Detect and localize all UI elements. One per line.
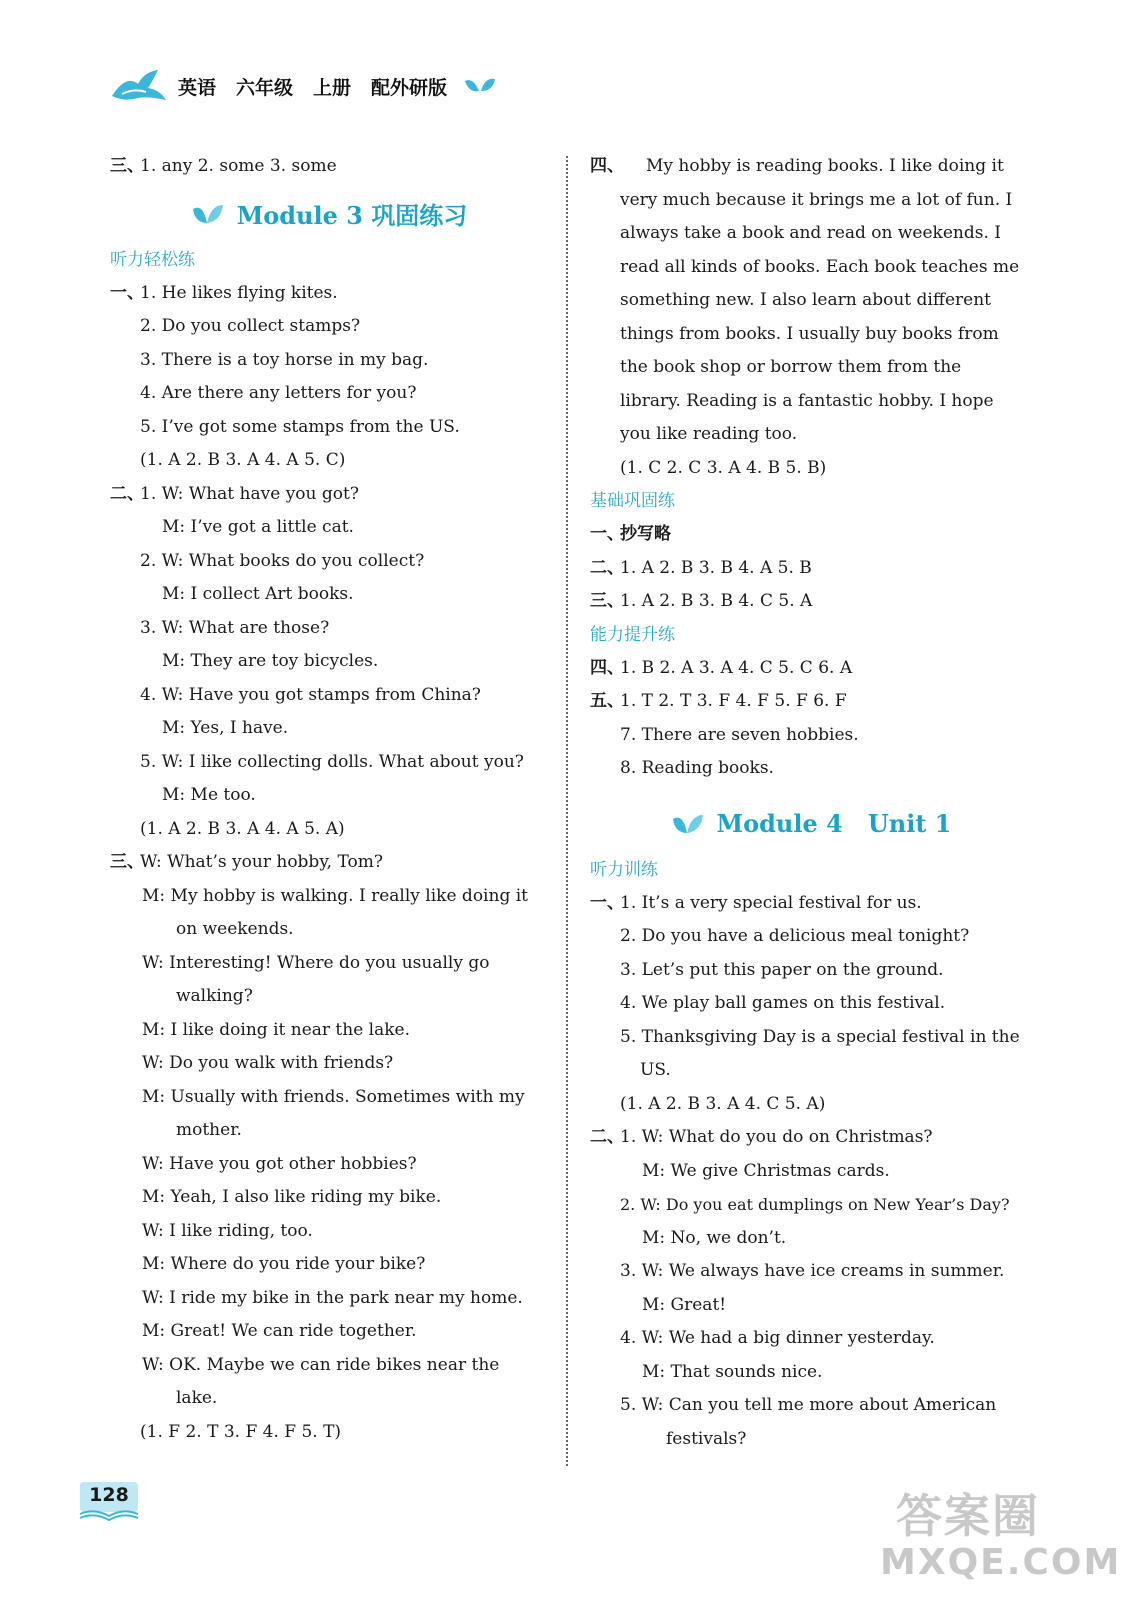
dialogue-line (590, 1188, 1030, 1222)
passage-line (590, 318, 1030, 352)
dialogue-line (110, 1114, 546, 1148)
module4-title-text: Module 4 Unit 1 (716, 809, 952, 838)
dialogue-line (110, 880, 546, 914)
answer-line (110, 813, 546, 847)
listening-item: 5. Thanksgiving Day is a special festival in the (620, 1026, 1020, 1047)
section-mark: 二、 (590, 1127, 624, 1147)
dialogue-line (590, 1222, 1030, 1256)
passage-text: always take a book and read on weekends. I (620, 223, 1001, 243)
passage-text: things from books. I usually buy books from (620, 323, 999, 344)
dialogue-line (110, 980, 546, 1014)
dialogue-text: W: Do you walk with friends? (142, 1053, 394, 1073)
dialogue-line (110, 1014, 546, 1048)
dialogue-line (590, 1322, 1030, 1356)
answer-line (590, 652, 1030, 686)
header-grade: 六年级 (236, 76, 294, 99)
watermark-main: 答案圈 (896, 1489, 1040, 1543)
listening-item: 3. There is a toy horse in my bag. (140, 349, 429, 370)
list-item (110, 344, 546, 378)
answer-line (590, 685, 1030, 719)
dialogue-text: W: I like riding, too. (142, 1220, 313, 1241)
section-mark: 四、 (590, 657, 624, 678)
listening-item: 2. Do you collect stamps? (140, 316, 361, 336)
answer-line (590, 752, 1030, 786)
section-heading: 基础巩固练 (590, 491, 675, 511)
dialogue-line (590, 1389, 1030, 1423)
dialogue-text: 5. W: Can you tell me more about American (620, 1395, 997, 1415)
dialogue-text: M: No, we don’t. (642, 1227, 787, 1248)
passage-text: the book shop or borrow them from the (620, 357, 962, 377)
passage-line (590, 385, 1030, 419)
dialogue-text: M: They are toy bicycles. (162, 651, 379, 671)
dialogue-line (110, 1148, 546, 1182)
passage-text: My hobby is reading books. I like doing it (646, 156, 1004, 176)
dialogue-line (110, 1349, 546, 1383)
header-subject: 英语 (178, 76, 217, 99)
dialogue-line (110, 578, 546, 612)
dialogue-line (590, 1155, 1030, 1189)
passage-text: something new. I also learn about different (620, 290, 991, 310)
header-volume: 上册 (313, 76, 352, 99)
passage-line (590, 351, 1030, 385)
dialogue-text: W: OK. Maybe we can ride bikes near the (142, 1354, 500, 1375)
listening-item: 1. It’s a very special festival for us. (620, 892, 922, 913)
dialogue-text: M: I collect Art books. (162, 584, 354, 604)
dialogue-line (110, 612, 546, 646)
section-mark: 四、 (590, 156, 624, 176)
answer-key: 8. Reading books. (620, 758, 774, 778)
section-mark: 五、 (590, 691, 624, 711)
watermark (850, 1480, 1121, 1590)
dialogue-text: 2. W: What books do you collect? (140, 550, 425, 571)
page-number-badge (78, 1480, 140, 1522)
answer-key: 1. B 2. A 3. A 4. C 5. C 6. A (620, 657, 853, 678)
answer-key: 抄写略 (620, 524, 671, 544)
dialogue-line (110, 1047, 546, 1081)
dialogue-text: walking? (176, 986, 253, 1006)
listening-item: 4. We play ball games on this festival. (620, 993, 946, 1013)
dialogue-text: M: Great! (642, 1294, 727, 1315)
dialogue-text: M: Where do you ride your bike? (142, 1254, 426, 1274)
dialogue-text: M: I like doing it near the lake. (142, 1019, 411, 1040)
list-item (590, 987, 1030, 1021)
answer-line (110, 444, 546, 478)
dialogue-line (110, 1181, 546, 1215)
dialogue-text: 4. W: We had a big dinner yesterday. (620, 1328, 935, 1348)
page-number: 128 (89, 1484, 129, 1506)
dialogue-line (110, 1248, 546, 1282)
watermark-sub: MXQE.COM (880, 1542, 1121, 1583)
dialogue-line (590, 1289, 1030, 1323)
list-item (110, 277, 546, 311)
section-mark: 一、 (110, 282, 144, 303)
dialogue-text: 3. W: We always have ice creams in summer. (620, 1261, 1005, 1281)
passage-line (590, 418, 1030, 452)
leaves-icon (463, 75, 497, 97)
section-mark: 一、 (590, 892, 624, 913)
answer-key: (1. C 2. C 3. A 4. B 5. B) (620, 457, 827, 478)
listening-item: 4. Are there any letters for you? (140, 383, 417, 403)
listening-item: 5. I’ve got some stamps from the US. (140, 416, 460, 437)
dialogue-text: festivals? (666, 1428, 747, 1449)
dialogue-text: mother. (176, 1120, 242, 1140)
dialogue-text: 3. W: What are those? (140, 617, 330, 638)
dialogue-line (110, 779, 546, 813)
answer-key: (1. A 2. B 3. A 4. C 5. A) (620, 1093, 826, 1114)
answer-key: 1. T 2. T 3. F 4. F 5. F 6. F (620, 691, 847, 711)
header-edition: 配外研版 (371, 76, 448, 99)
section-mark: 三、 (110, 156, 144, 176)
answer-line (590, 452, 1030, 486)
dialogue-text: 4. W: Have you got stamps from China? (140, 684, 481, 705)
answer-key: (1. A 2. B 3. A 4. A 5. C) (140, 450, 346, 470)
list-item (590, 954, 1030, 988)
page-header (108, 66, 497, 106)
dialogue-text: M: That sounds nice. (642, 1361, 823, 1382)
answer-key: (1. A 2. B 3. A 4. A 5. A) (140, 818, 345, 839)
module3-title-text: Module 3 巩固练习 (236, 201, 468, 230)
section-heading: 听力训练 (590, 859, 658, 880)
answer-line (590, 719, 1030, 753)
dialogue-line (590, 1423, 1030, 1457)
left-column (110, 150, 546, 1449)
dialogue-line (590, 1255, 1030, 1289)
dialogue-line (110, 679, 546, 713)
dialogue-line (110, 712, 546, 746)
answer-line (590, 1088, 1030, 1122)
dialogue-line (110, 645, 546, 679)
dialogue-line (110, 913, 546, 947)
passage-line (590, 184, 1030, 218)
dialogue-text: 5. W: I like collecting dolls. What about you? (140, 751, 524, 772)
listening-item: 3. Let’s put this paper on the ground. (620, 959, 944, 980)
module3-title (110, 184, 546, 244)
section-mark: 三、 (110, 852, 144, 872)
dialogue-line (590, 1356, 1030, 1390)
answer-line (590, 552, 1030, 586)
dialogue-line (110, 1215, 546, 1249)
dialogue-text: M: Yes, I have. (162, 718, 289, 738)
intro-line (110, 150, 546, 184)
passage-line (590, 150, 1030, 184)
column-divider (566, 156, 568, 1466)
section-mark: 一、 (590, 524, 624, 544)
dialogue-line (110, 1382, 546, 1416)
list-item (590, 1021, 1030, 1055)
dialogue-line (110, 1081, 546, 1115)
dialogue-line (110, 1315, 546, 1349)
section-heading: 听力轻松练 (110, 249, 195, 270)
answer-key: 1. A 2. B 3. B 4. C 5. A (620, 591, 813, 611)
answer-key: 1. A 2. B 3. B 4. A 5. B (620, 557, 812, 578)
dialogue-text: W: Interesting! Where do you usually go (142, 952, 490, 973)
passage-text: you like reading too. (620, 424, 798, 444)
section-mark: 二、 (590, 557, 624, 578)
dialogue-text: on weekends. (176, 919, 294, 939)
list-item (590, 920, 1030, 954)
module4-title (590, 794, 1030, 854)
list-item (590, 1054, 1030, 1088)
list-item (110, 411, 546, 445)
dialogue-line (110, 947, 546, 981)
listening-item: US. (640, 1060, 671, 1080)
passage-line (590, 251, 1030, 285)
dialogue-text: M: We give Christmas cards. (642, 1160, 890, 1181)
dialogue-line (110, 1282, 546, 1316)
dialogue-text: 1. W: What do you do on Christmas? (620, 1127, 933, 1147)
dialogue-text: M: Yeah, I also like riding my bike. (142, 1187, 442, 1207)
answer-line (590, 518, 1030, 552)
passage-line (590, 284, 1030, 318)
list-item (110, 310, 546, 344)
passage-text: library. Reading is a fantastic hobby. I hope (620, 390, 994, 411)
bird-logo-icon (108, 66, 170, 106)
passage-text: read all kinds of books. Each book teaches me (620, 256, 1020, 277)
dialogue-text: W: Have you got other hobbies? (142, 1153, 417, 1174)
intro-answers: 1. any 2. some 3. some (140, 156, 337, 176)
dialogue-line (110, 545, 546, 579)
answer-key: 7. There are seven hobbies. (620, 724, 859, 745)
answer-line (110, 1416, 546, 1450)
dialogue-line (110, 846, 546, 880)
dialogue-text: 2. W: Do you eat dumplings on New Year’s Day? (620, 1195, 1010, 1214)
leaf-icon (189, 201, 225, 227)
dialogue-line (590, 1121, 1030, 1155)
dialogue-text: M: I’ve got a little cat. (162, 517, 354, 537)
section-mark: 三、 (590, 591, 624, 611)
dialogue-line (110, 511, 546, 545)
listening-item: 2. Do you have a delicious meal tonight? (620, 926, 970, 946)
right-column (590, 150, 1030, 1456)
dialogue-text: M: Usually with friends. Sometimes with my (142, 1086, 525, 1107)
dialogue-line (110, 478, 546, 512)
passage-line (590, 217, 1030, 251)
dialogue-text: 1. W: What have you got? (140, 483, 359, 504)
dialogue-line (110, 746, 546, 780)
passage-text: very much because it brings me a lot of fun. I (620, 189, 1013, 210)
listening-item: 1. He likes flying kites. (140, 282, 338, 303)
dialogue-text: M: Great! We can ride together. (142, 1321, 417, 1341)
answer-line (590, 585, 1030, 619)
dialogue-text: M: Me too. (162, 785, 256, 805)
list-item (590, 887, 1030, 921)
answer-key: (1. F 2. T 3. F 4. F 5. T) (140, 1421, 342, 1442)
dialogue-text: lake. (176, 1388, 218, 1408)
dialogue-text: W: I ride my bike in the park near my home. (142, 1287, 523, 1308)
dialogue-text: M: My hobby is walking. I really like doing it (142, 885, 528, 906)
section-mark: 二、 (110, 483, 144, 504)
leaf-icon (669, 811, 705, 837)
dialogue-text: W: What’s your hobby, Tom? (140, 852, 383, 872)
list-item (110, 377, 546, 411)
section-heading: 能力提升练 (590, 624, 675, 645)
